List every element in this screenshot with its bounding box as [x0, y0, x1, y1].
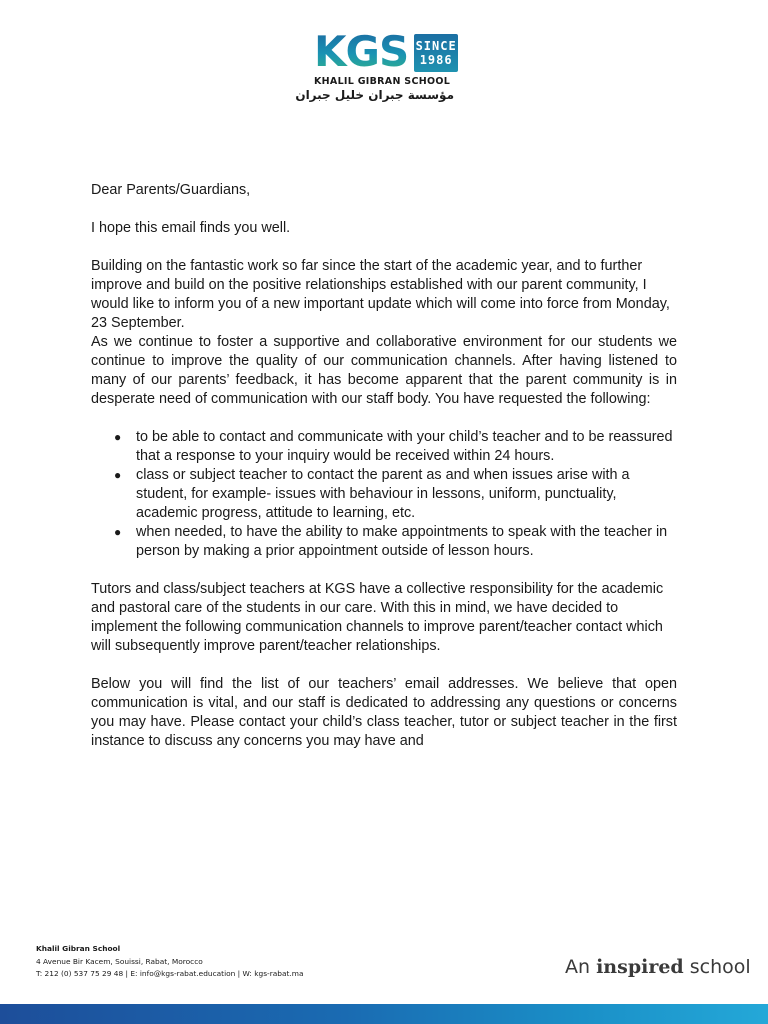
tagline-prefix: An	[565, 956, 591, 978]
since-badge	[414, 34, 458, 72]
letter-opening: I hope this email finds you well.	[91, 220, 291, 236]
footer-contact-line: T: 212 (0) 537 75 29 48 | E: info@kgs-rabat.education | W: kgs-rabat.ma	[36, 969, 304, 978]
school-logo	[295, 27, 458, 112]
letter-paragraph-3: Tutors and class/subject teachers at KGS have a collective responsibility for the academic and pastoral care of the students in our care. With this in mind, we have decided to implement the following communication channels to improve parent/teacher contact which will subsequently improve parent/teacher relationships.	[91, 581, 664, 654]
request-list	[91, 428, 677, 561]
list-item	[114, 523, 677, 561]
footer-tagline	[565, 956, 751, 978]
letter-greeting: Dear Parents/Guardians,	[91, 182, 251, 198]
since-year: 1986	[419, 53, 453, 67]
bullet-icon: ●	[114, 468, 122, 482]
school-name-english: KHALIL GIBRAN SCHOOL	[314, 76, 451, 87]
list-item-text: when needed, to have the ability to make appointments to speak with the teacher in person by making a prior appointment outside of lesson hours.	[136, 524, 668, 559]
footer-contact-block	[36, 943, 303, 981]
tagline-suffix: school	[689, 956, 751, 978]
since-label: SINCE	[415, 39, 457, 53]
logo-letters: KGS	[314, 27, 409, 76]
list-item-text: class or subject teacher to contact the parent as and when issues arise with a student, for example- issues with behaviour in lessons, uniform, punctuality, academic progress, attitude to learning, etc.	[136, 467, 630, 521]
letter-paragraph-1: Building on the fantastic work so far since the start of the academic year, and to further improve and build on the positive relationships established with our parent community, I would like to inform you of a new important update which will come into force from Monday, 23 September.	[91, 258, 670, 331]
footer-school-name: Khalil Gibran School	[36, 944, 121, 953]
school-name-arabic: مؤسسة جبران خليل جبران	[295, 88, 454, 102]
list-item	[114, 466, 677, 523]
letter-paragraph-4: Below you will find the list of our teachers’ email addresses. We believe that open communication is vital, and our staff is dedicated to addressing any questions or concerns you may have. Please contact your child’s class teacher, tutor or subject teacher in the first instance to discuss any concerns you may have and	[91, 676, 677, 749]
tagline-highlight: inspired	[596, 956, 684, 978]
letter-paragraph-2: As we continue to foster a supportive and collaborative environment for our students we continue to improve the quality of our communication channels. After having listened to many of our parents’ feedback, it has become apparent that the parent community is in desperate need of communication with our staff body. You have requested the following:	[91, 334, 677, 407]
list-item	[114, 428, 677, 466]
list-item-text: to be able to contact and communicate with your child’s teacher and to be reassured that a response to your inquiry would be received within 24 hours.	[136, 429, 673, 464]
logo-mark	[314, 27, 458, 76]
footer-color-bar	[0, 1004, 768, 1024]
bullet-icon: ●	[114, 430, 122, 444]
footer-address: 4 Avenue Bir Kacem, Souissi, Rabat, Morocco	[36, 956, 203, 966]
letter-body	[91, 181, 677, 751]
bullet-icon: ●	[114, 525, 122, 539]
